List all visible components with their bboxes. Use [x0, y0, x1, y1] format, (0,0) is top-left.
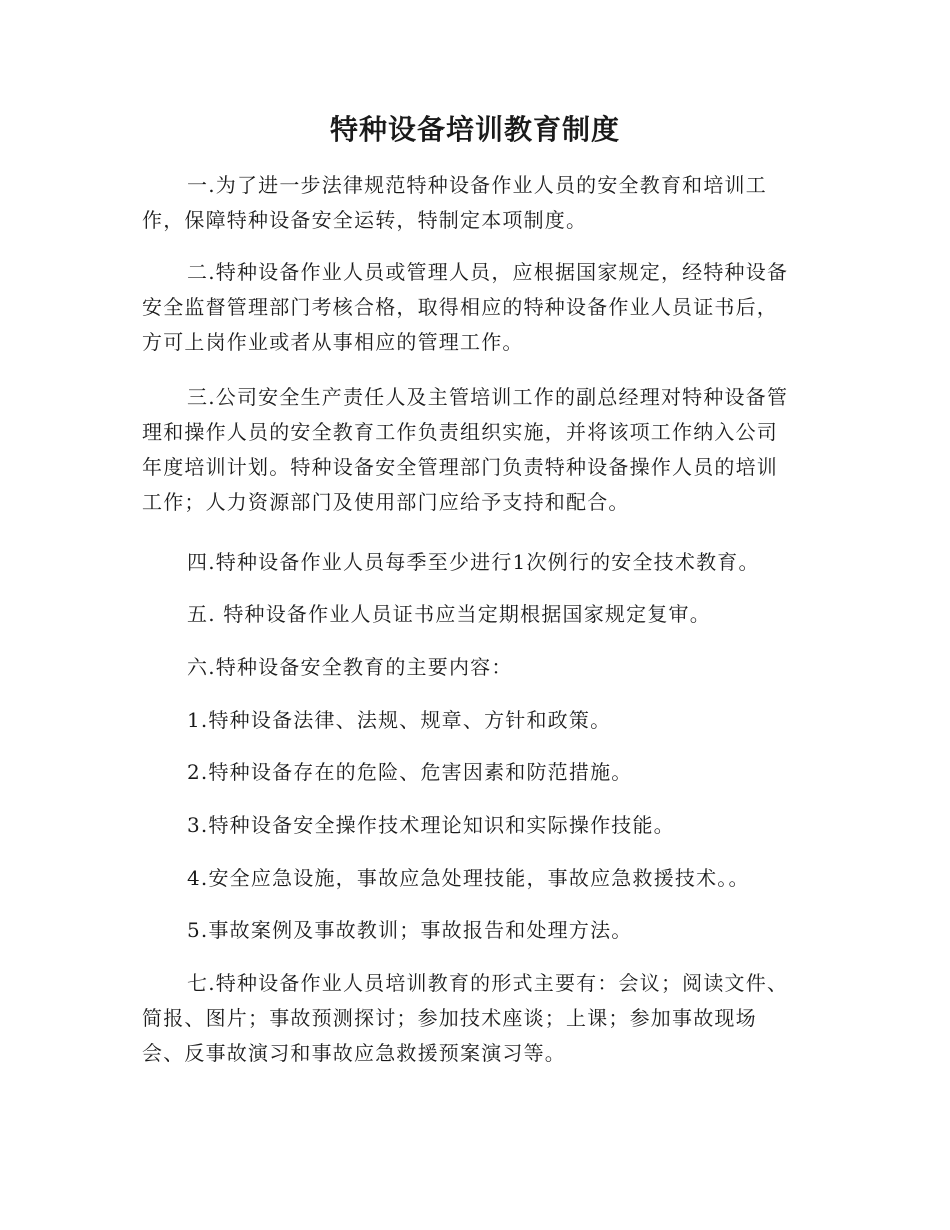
list-item-3	[142, 808, 812, 843]
paragraph-line: 1.特种设备法律、法规、规章、方针和政策。	[187, 708, 612, 732]
paragraph-line: 会、反事故演习和事故应急救援预案演习等。	[142, 1041, 566, 1065]
paragraph-2	[142, 255, 812, 360]
paragraph-7	[142, 966, 812, 1071]
list-item-2	[142, 755, 812, 790]
paragraph-line: 工作；人力资源部门及使用部门应给予支持和配合。	[142, 490, 630, 514]
paragraph-line: 作，保障特种设备安全运转，特制定本项制度。	[142, 208, 588, 232]
paragraph-line: 安全监督管理部门考核合格，取得相应的特种设备作业人员证书后，	[142, 295, 778, 319]
paragraph-line: 年度培训计划。特种设备安全管理部门负责特种设备操作人员的培训	[142, 455, 778, 479]
paragraph-line: 2.特种设备存在的危险、危害因素和防范措施。	[187, 760, 633, 784]
paragraph-line: 七.特种设备作业人员培训教育的形式主要有：会议；阅读文件、	[187, 971, 789, 995]
paragraph-5	[142, 597, 812, 632]
paragraph-line: 二.特种设备作业人员或管理人员，应根据国家规定，经特种设备	[187, 260, 789, 284]
paragraph-1	[142, 168, 812, 238]
paragraph-4	[142, 545, 812, 580]
paragraph-line: 三.公司安全生产责任人及主管培训工作的副总经理对特种设备管	[187, 385, 789, 409]
paragraph-3	[142, 380, 812, 520]
list-item-1	[142, 703, 812, 738]
paragraph-line: 四.特种设备作业人员每季至少进行1次例行的安全技术教育。	[187, 550, 760, 574]
paragraph-line: 5.事故案例及事故教训；事故报告和处理方法。	[187, 918, 633, 942]
paragraph-6	[142, 650, 812, 685]
paragraph-line: 理和操作人员的安全教育工作负责组织实施，并将该项工作纳入公司	[142, 420, 778, 444]
paragraph-line: 六.特种设备安全教育的主要内容：	[187, 655, 513, 679]
paragraph-line: 4.安全应急设施，事故应急处理技能，事故应急救援技术。。	[187, 866, 750, 890]
list-item-5	[142, 913, 812, 948]
paragraph-line: 简报、图片；事故预测探讨；参加技术座谈；上课；参加事故现场	[142, 1006, 757, 1030]
paragraph-line: 3.特种设备安全操作技术理论知识和实际操作技能。	[187, 813, 675, 837]
paragraph-line: 一.为了进一步法律规范特种设备作业人员的安全教育和培训工	[187, 173, 767, 197]
paragraph-line: 方可上岗作业或者从事相应的管理工作。	[142, 330, 524, 354]
document-title: 特种设备培训教育制度	[329, 113, 620, 146]
paragraph-line: 五. 特种设备作业人员证书应当定期根据国家规定复审。	[187, 602, 711, 626]
list-item-4	[142, 861, 812, 896]
